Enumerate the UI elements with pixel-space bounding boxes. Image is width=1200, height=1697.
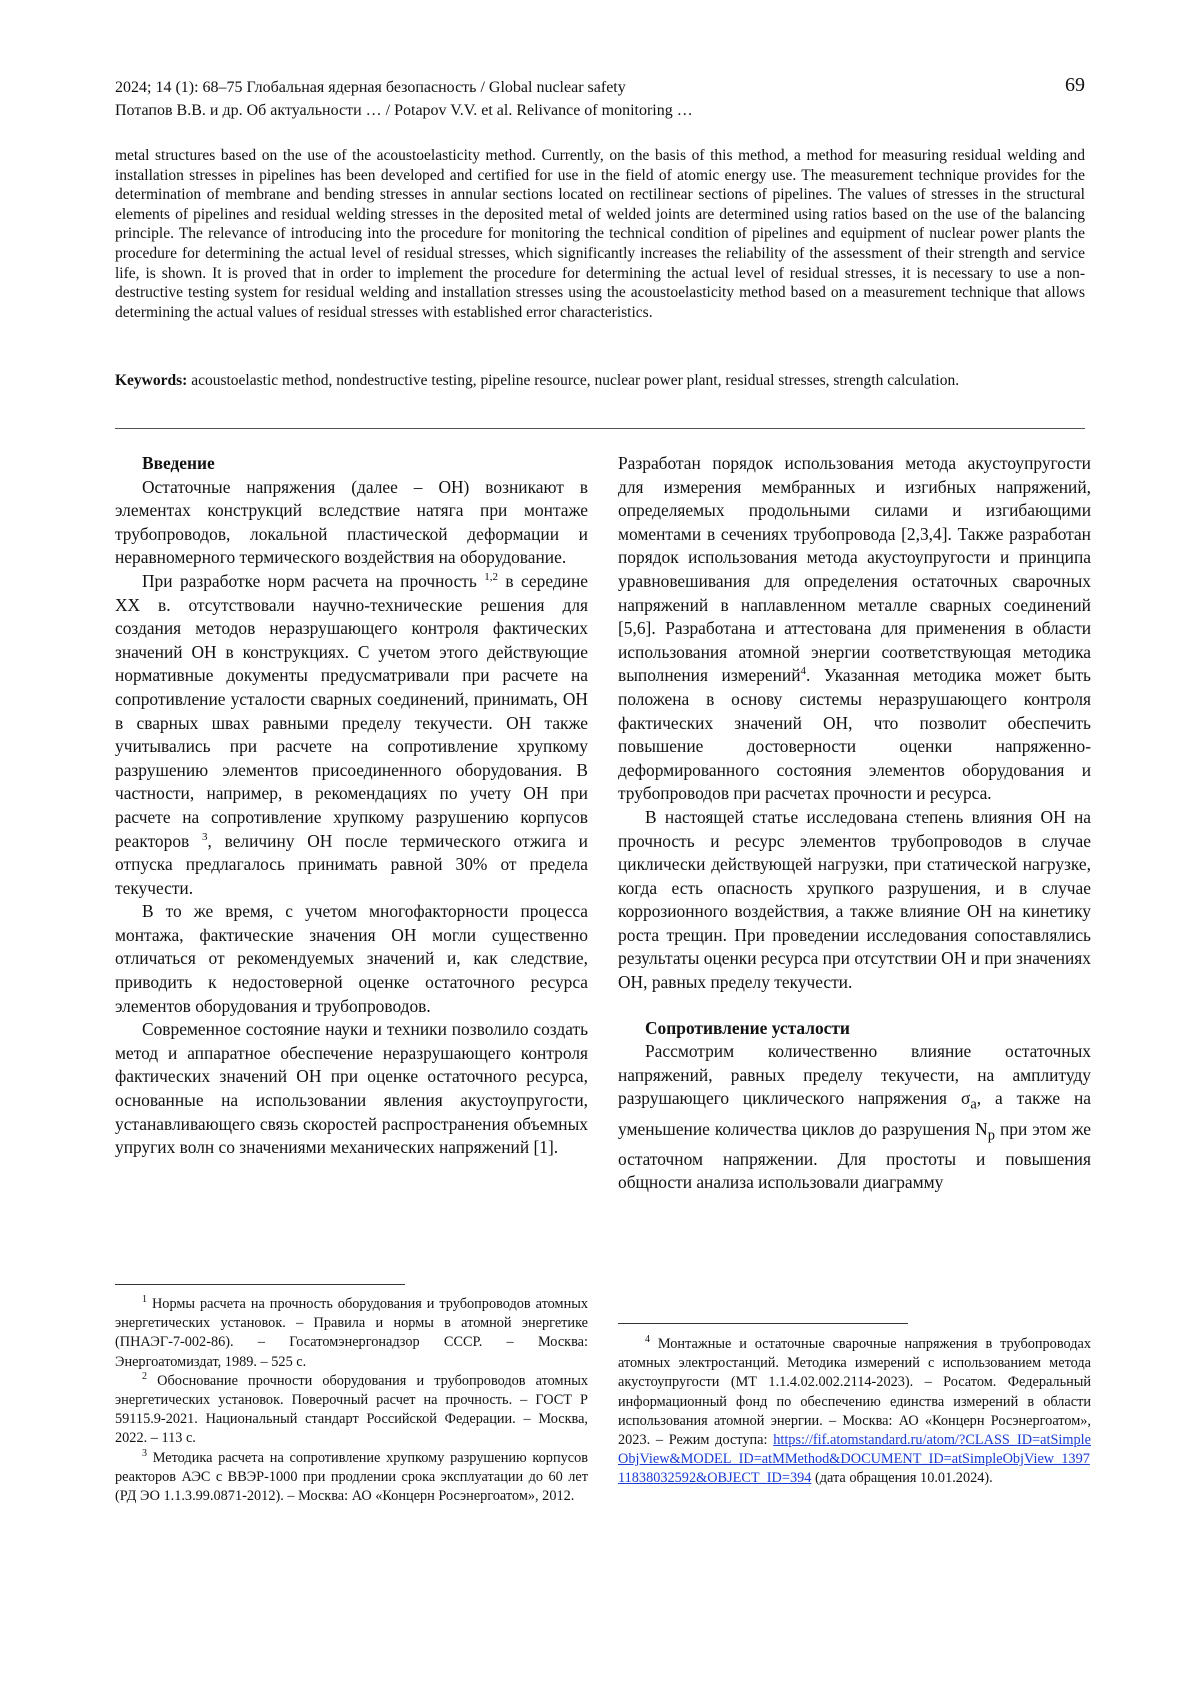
footnote-text: Нормы расчета на прочность оборудования и трубопроводов атомных энергетических установок. – Правила и нормы в атомной энергетике (ПНАЭГ-7-002-86). – Госатомэнергонадзор СССР. – Москва: Энергоатомиздат, 1989. – 525 с. (115, 1296, 588, 1370)
left-column (115, 452, 588, 1160)
subscript: р (987, 1126, 995, 1143)
heading-introduction: Введение (142, 453, 215, 473)
footnote-text: (дата обращения 10.01.2024). (811, 1470, 993, 1487)
text-run: Рассмотрим количественно влияние остаточных напряжений, равных пределу текучести, на амплитуду разрушающего циклического напряжения σ (618, 1041, 1091, 1109)
section-divider (115, 428, 1085, 429)
footnote-number: 4 (645, 1334, 650, 1346)
footnote-number: 1 (142, 1294, 147, 1306)
paragraph (618, 1040, 1091, 1195)
footnotes-left (115, 1295, 588, 1506)
heading-fatigue-resistance: Сопротивление усталости (645, 1017, 850, 1038)
paragraph (115, 570, 588, 900)
footnote-ref: 3 (202, 830, 208, 843)
subscript: a (970, 1096, 977, 1113)
article-short-title: Потапов В.В. и др. Об актуальности … / Potapov V.V. et al. Relivance of monitoring … (115, 102, 693, 119)
text-run: . Указанная методика может быть положена в основу системы неразрушающего контроля фактических значений ОН, что позволит обеспечить повышение достоверности оценки напряженно-деформированного состояния элементов оборудования и трубопроводов при расчетах прочности и ресурса. (618, 665, 1091, 804)
text-run: Разработан порядок использования метода акустоупругости для измерения мембранных и изгибных напряжений, определяемых продольными силами и изгибающими моментами в сечениях трубопровода [2,3,4]. Также разработан порядок использования метода акустоупругости и принципа уравновешивания для определения остаточных сварочных напряжений в наплавленном металле сварных соединений [5,6]. Разработана и аттестована для применения в области использования атомной энергии соответствующая методика выполнения измерений (618, 453, 1091, 686)
footnote-ref: 1,2 (484, 571, 498, 584)
paragraph: В то же время, с учетом многофакторности процесса монтажа, фактические значения ОН могли существенно отличаться от рекомендуемых значений и, как следствие, приводить к недостоверной оценке остаточного ресурса элементов оборудования и трубопроводов. (115, 901, 588, 1016)
journal-citation: 2024; 14 (1): 68–75 Глобальная ядерная безопасность / Global nuclear safety (115, 79, 626, 96)
text-run: , величину ОН после термического отжига и отпуска предлагалось принимать равной 30% от предела текучести. (115, 830, 588, 898)
keywords-list: acoustoelastic method, nondestructive testing, pipeline resource, nuclear power plant, residual stresses, strength calculation. (191, 372, 960, 389)
footnote (618, 1335, 1091, 1489)
footnote-text: Методика расчета на сопротивление хрупкому разрушению корпусов реакторов АЭС с ВВЭР-1000 при продлении срока эксплуатации до 60 лет (РД ЭО 1.1.3.99.0871-2012). – Москва: АО «Концерн Росэнергоатом», 2012. (115, 1449, 588, 1505)
text-run: при этом же остаточном напряжении. Для простоты и повышения общности анализа использовали диаграмму (618, 1118, 1092, 1193)
footnote-number: 2 (142, 1371, 147, 1383)
footnote-separator (115, 1284, 405, 1285)
paragraph: В настоящей статье исследована степень влияния ОН на прочность и ресурс элементов трубопроводов в случае циклически действующей нагрузки, при статической нагрузке, когда есть опасность хрупкого разрушения, и в случае коррозионного воздействия, а также влияние ОН на кинетику роста трещин. При проведении исследования сопоставлялись результаты оценки ресурса при отсутствии ОН и при значениях ОН, равных пределу текучести. (618, 806, 1091, 993)
footnote-separator (618, 1323, 908, 1324)
footnote-ref: 4 (800, 665, 807, 678)
abstract-text: metal structures based on the use of the acoustoelasticity method. Currently, on the basis of this method, a method for measuring residual welding and installation stresses in pipelines has been developed and certified for use in the field of atomic energy use. The measurement technique provides for the determination of membrane and bending stresses in annular sections located on rectilinear sections of pipelines. The values of stresses in the structural elements of pipelines and residual welding stresses in the deposited metal of welded joints are determined using ratios based on the use of the balancing principle. The relevance of introducing into the procedure for monitoring the technical condition of pipelines and equipment of nuclear power plants the procedure for determining the actual level of residual stresses, which significantly increases the reliability of the assessment of their strength and service life, is shown. It is proved that in order to implement the procedure for determining the actual level of residual stresses, it is necessary to use a non-destructive testing system for residual welding and installation stresses using the acoustoelasticity method based on a measurement technique that allows determining the actual values of residual stresses with established error characteristics. (115, 147, 1085, 321)
source-link[interactable]: https://fif.atomstandard.ru/atom/?CLASS_ID=atSimpleObjView&MODEL_ID=atMMethod&DOCUMENT_ID=atSimpleObjView_139711838032592&OBJECT_ID=394 (618, 1432, 1091, 1487)
footnote-text: Обоснование прочности оборудования и трубопроводов атомных энергетических установок. Поверочный расчет на прочность. – ГОСТ Р 59115.9-2021. Национальный стандарт Российской Федерации. – Москва, 2022. – 113 с. (115, 1372, 588, 1447)
running-header (115, 76, 1085, 122)
paragraph (618, 452, 1091, 806)
right-column (618, 452, 1091, 1195)
text-run: , а также на уменьшение количества циклов до разрушения N (618, 1088, 1091, 1139)
footnote (115, 1295, 588, 1372)
footnote-text: Монтажные и остаточные сварочные напряжения в трубопроводах атомных электростанций. Методика измерений с использованием метода акустоупругости (МТ 1.1.4.02.002.2114-2023). – Росатом. Федеральный информационный фонд по обеспечению единства измерений в области использования атомной энергии. – Москва: АО «Концерн Росэнергоатом», 2023. – Режим доступа: (618, 1336, 1091, 1449)
keywords-label: Keywords: (115, 372, 188, 389)
page-number: 69 (1065, 74, 1085, 96)
paragraph: Современное состояние науки и техники позволило создать метод и аппаратное обеспечение неразрушающего контроля фактических значений ОН при оценке остаточного ресурса, основанные на использовании явления акустоупругости, устанавливающего связь скоростей распространения объемных упругих волн со значениями механических напряжений [1]. (115, 1019, 588, 1158)
footnote-number: 3 (142, 1447, 147, 1459)
keywords (115, 371, 1085, 391)
footnote (115, 1372, 588, 1449)
footnote (115, 1449, 588, 1507)
text-run: При разработке норм расчета на прочность (142, 570, 477, 591)
text-run: в середине XX в. отсутствовали научно-технические решения для создания методов неразрушающего контроля фактических значений ОН в конструкциях. С учетом этого действующие нормативные документы предусматривали при расчете на сопротивление усталости сварных соединений, принимать, ОН в сварных швах равными пределу текучести. ОН также учитывались при расчете на сопротивление хрупкому разрушению элементов присоединенного оборудования. В частности, например, в рекомендациях по учету ОН при расчете на сопротивление хрупкому разрушению корпусов реакторов (115, 570, 589, 851)
footnotes-right (618, 1335, 1091, 1489)
paragraph: Остаточные напряжения (далее – ОН) возникают в элементах конструкций вследствие натяга при монтаже трубопроводов, локальной пластической деформации и неравномерного термического воздействия на оборудование. (115, 476, 588, 568)
